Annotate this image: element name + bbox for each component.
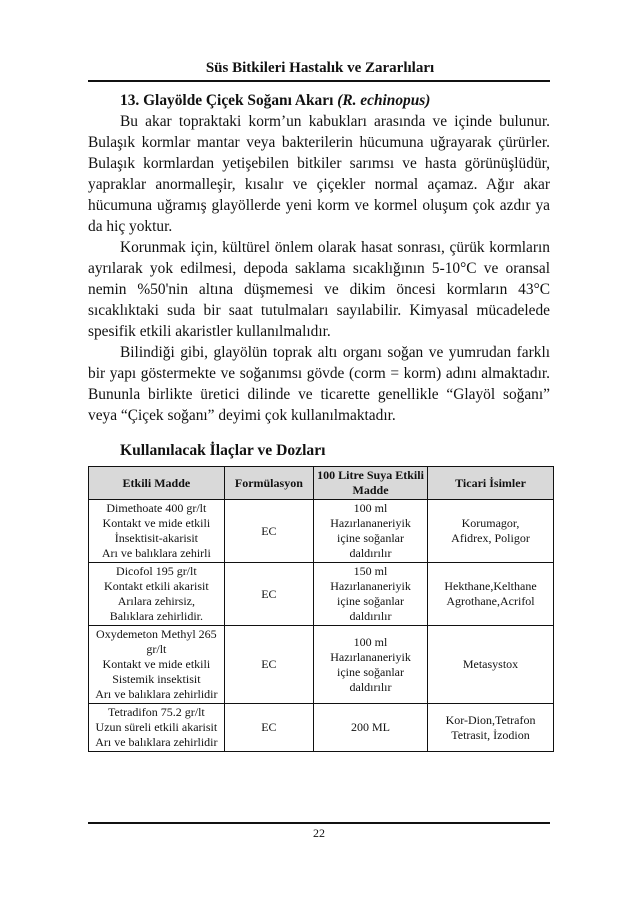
cell-line: Dicofol 195 gr/lt <box>116 564 197 578</box>
cell-line: Dimethoate 400 gr/lt <box>106 501 207 515</box>
table-row <box>89 626 554 704</box>
cell-dose <box>314 500 428 563</box>
cell-line: İnsektisit-akarisit <box>114 531 199 545</box>
cell-line: Kontakt etkili akarisit <box>104 579 209 593</box>
running-header: Süs Bitkileri Hastalık ve Zararlıları <box>205 60 435 76</box>
body-text <box>88 90 550 461</box>
cell-trade-names <box>428 626 554 704</box>
cell-line: daldırılır <box>349 609 392 623</box>
doses-heading: Kullanılacak İlaçlar ve Dozları <box>120 442 326 459</box>
cell-line: Arı ve balıklara zehirlidir <box>95 687 218 701</box>
cell-line: Arı ve balıklara zehirli <box>101 546 211 560</box>
cell-line: Uzun süreli etkili akarisit <box>95 720 218 734</box>
cell-formulation: EC <box>224 563 313 626</box>
cell-formulation: EC <box>224 500 313 563</box>
cell-line: Kontakt ve mide etkili <box>102 657 211 671</box>
cell-line: 100 ml <box>353 634 388 649</box>
cell-formulation: EC <box>224 704 313 752</box>
cell-trade-names <box>428 500 554 563</box>
cell-line: gr/lt <box>146 642 167 656</box>
section-title <box>88 90 550 111</box>
paragraph-2: Korunmak için, kültürel önlem olarak hasat sonrası, çürük kormların ayrılarak yok edilmesi, depoda saklama sıcaklığının 5-10°C ve oransal nemin %50'nin altına düşmemesi ve dikim öncesi kormların 43°C sıcaklıktaki suda bir saat tutulmaları sayılabilir. Kimyasal mücadelede spesifik etkili akaristler kullanılmalıdır. <box>88 239 550 340</box>
table-row <box>89 563 554 626</box>
cell-line: Hazırlananeriyik <box>330 649 411 664</box>
header-rule <box>88 80 550 82</box>
header-active-ingredient: Etkili Madde <box>89 467 225 500</box>
cell-formulation: EC <box>224 626 313 704</box>
cell-line: Tetradifon 75.2 gr/lt <box>107 705 205 719</box>
cell-trade-names <box>428 704 554 752</box>
cell-line: daldırılır <box>349 546 392 560</box>
cell-dose <box>314 626 428 704</box>
table-header-row <box>89 467 554 500</box>
cell-active-ingredient <box>89 563 225 626</box>
cell-trade-names <box>428 563 554 626</box>
header-trade-names: Ticari İsimler <box>428 467 554 500</box>
cell-line: Hazırlananeriyik <box>330 516 411 530</box>
cell-line: içine soğanlar <box>337 594 404 608</box>
cell-line: Sistemik insektisit <box>112 672 201 686</box>
cell-line: Agrothane,Acrifol <box>446 594 535 608</box>
cell-active-ingredient <box>89 704 225 752</box>
section-title-latin: (R. echinopus) <box>337 92 431 109</box>
cell-line: Afidrex, Poligor <box>451 531 530 545</box>
cell-line: Arı ve balıklara zehirlidir <box>95 735 218 749</box>
cell-line: Korumagor, <box>461 516 520 530</box>
table-body <box>89 500 554 752</box>
cell-line: Hazırlananeriyik <box>330 579 411 593</box>
section-title-text: 13. Glayölde Çiçek Soğanı Akarı <box>120 92 334 109</box>
paragraph-1: Bu akar topraktaki korm’un kabukları arasında ve içinde bulunur. Bulaşık kormlar mantar veya bakterilerin hücumuna uğrayarak çürürler. Bulaşık kormlardan yetişebilen bitkiler sarımsı ve hasta görünüşlüdür, yapraklar anormalleşir, kısalır ve çiçekler normal açamaz. Ağır akar hücumuna uğramış glayöllerde yeni korm ve kormel oluşum çok azdır ya da hiç yoktur. <box>88 113 550 235</box>
header-dose: 100 Litre Suya Etkili Madde <box>314 467 428 500</box>
doses-table <box>88 466 554 752</box>
header-formulation: Formülasyon <box>224 467 313 500</box>
cell-dose <box>314 563 428 626</box>
cell-line: Oxydemeton Methyl 265 <box>96 627 217 641</box>
cell-line: Metasystox <box>462 657 519 671</box>
footer-rule <box>88 822 550 824</box>
cell-line: içine soğanlar <box>337 531 404 545</box>
cell-line: içine soğanlar <box>337 664 404 679</box>
cell-line: Kor-Dion,Tetrafon <box>445 712 536 727</box>
cell-active-ingredient <box>89 626 225 704</box>
cell-line: 200 ML <box>351 720 391 734</box>
cell-line: Kontakt ve mide etkili <box>102 516 211 530</box>
table-row <box>89 704 554 752</box>
cell-line: Arılara zehirsiz, <box>117 594 196 608</box>
cell-dose <box>314 704 428 752</box>
page-number: 22 <box>313 826 325 840</box>
cell-line: Balıklara zehirlidir. <box>109 609 204 623</box>
cell-active-ingredient <box>89 500 225 563</box>
table-row <box>89 500 554 563</box>
cell-line: Tetrasit, İzodion <box>451 727 530 742</box>
cell-line: Hekthane,Kelthane <box>444 579 537 593</box>
cell-line: 100 ml <box>353 501 388 515</box>
cell-line: 150 ml <box>353 564 388 578</box>
paragraph-3: Bilindiği gibi, glayölün toprak altı organı soğan ve yumrudan farklı bir yapı göstermekte ve soğanımsı gövde (corm = korm) adını almaktadır. Bununla birlikte üretici dilinde ve ticarette genellikle “Glayöl soğanı” veya “Çiçek soğanı” deyimi çok kullanılmaktadır. <box>88 344 550 424</box>
cell-line: daldırılır <box>349 679 392 694</box>
